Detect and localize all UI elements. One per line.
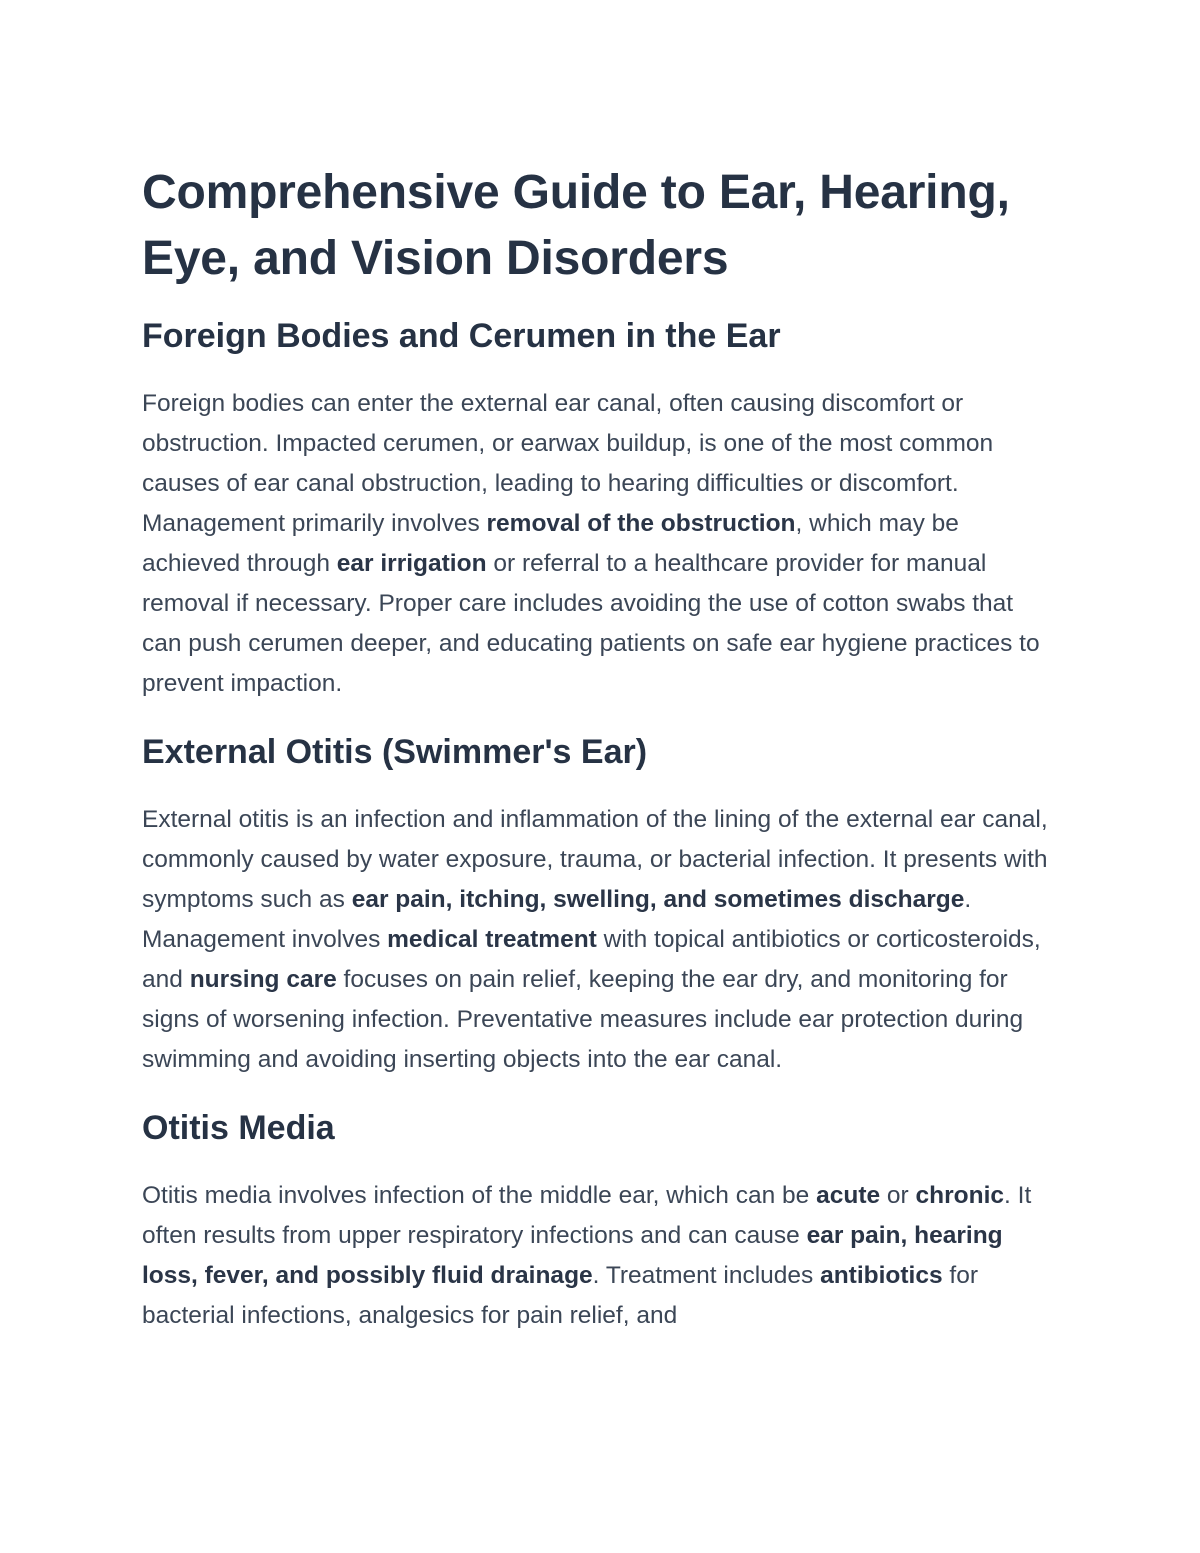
paragraph-text: or bbox=[880, 1182, 916, 1209]
emphasized-text: ear pain, itching, swelling, and sometimes discharge bbox=[351, 886, 965, 913]
emphasized-text: antibiotics bbox=[820, 1262, 943, 1289]
emphasized-text: acute bbox=[816, 1182, 881, 1209]
paragraph-text: or referral to a healthcare provider for manual removal if necessary. Proper care includes avoiding the use of cotton swabs that can push cerumen deeper, and educating patients on safe ear hygiene practices to prevent impaction. bbox=[142, 550, 1040, 697]
emphasized-text: medical treatment bbox=[387, 926, 597, 953]
section-heading: Otitis Media bbox=[142, 1109, 335, 1147]
document-sections bbox=[142, 314, 1057, 1336]
emphasized-text: chronic bbox=[915, 1182, 1005, 1209]
paragraph-text: . It often results from upper respiratory infections and can cause bbox=[142, 1182, 1032, 1249]
paragraph-text: for bacterial infections, analgesics for pain relief, and bbox=[142, 1262, 978, 1329]
section-paragraph bbox=[142, 1176, 1057, 1336]
section-heading: External Otitis (Swimmer's Ear) bbox=[142, 733, 648, 771]
paragraph-text: . Treatment includes bbox=[592, 1262, 821, 1289]
emphasized-text: nursing care bbox=[189, 966, 337, 993]
emphasized-text: removal of the obstruction bbox=[486, 510, 796, 537]
section-heading: Foreign Bodies and Cerumen in the Ear bbox=[142, 317, 781, 355]
paragraph-text: Foreign bodies can enter the external ear canal, often causing discomfort or obstruction. Impacted cerumen, or earwax buildup, is one of the most common causes of ear canal obstruction, leading to hearing difficulties or discomfort. Management primarily involves bbox=[142, 390, 994, 537]
paragraph-text: , which may be achieved through bbox=[142, 510, 959, 577]
section-paragraph bbox=[142, 800, 1057, 1080]
paragraph-text: focuses on pain relief, keeping the ear dry, and monitoring for signs of worsening infection. Preventative measures include ear protection during swimming and avoiding inserting objects into the ear canal. bbox=[142, 966, 1024, 1073]
document-page bbox=[142, 160, 1057, 1362]
section-paragraph bbox=[142, 384, 1057, 704]
paragraph-text: with topical antibiotics or corticosteroids, and bbox=[142, 926, 1041, 993]
paragraph-text: . Management involves bbox=[142, 886, 972, 953]
document-title: Comprehensive Guide to Ear, Hearing, Eye, and Vision Disorders bbox=[142, 166, 1010, 285]
paragraph-text: Otitis media involves infection of the middle ear, which can be bbox=[142, 1182, 817, 1209]
emphasized-text: ear irrigation bbox=[336, 550, 487, 577]
emphasized-text: ear pain, hearing loss, fever, and possibly fluid drainage bbox=[142, 1222, 1003, 1289]
paragraph-text: External otitis is an infection and inflammation of the lining of the external ear canal, commonly caused by water exposure, trauma, or bacterial infection. It presents with symptoms such as bbox=[142, 806, 1048, 913]
